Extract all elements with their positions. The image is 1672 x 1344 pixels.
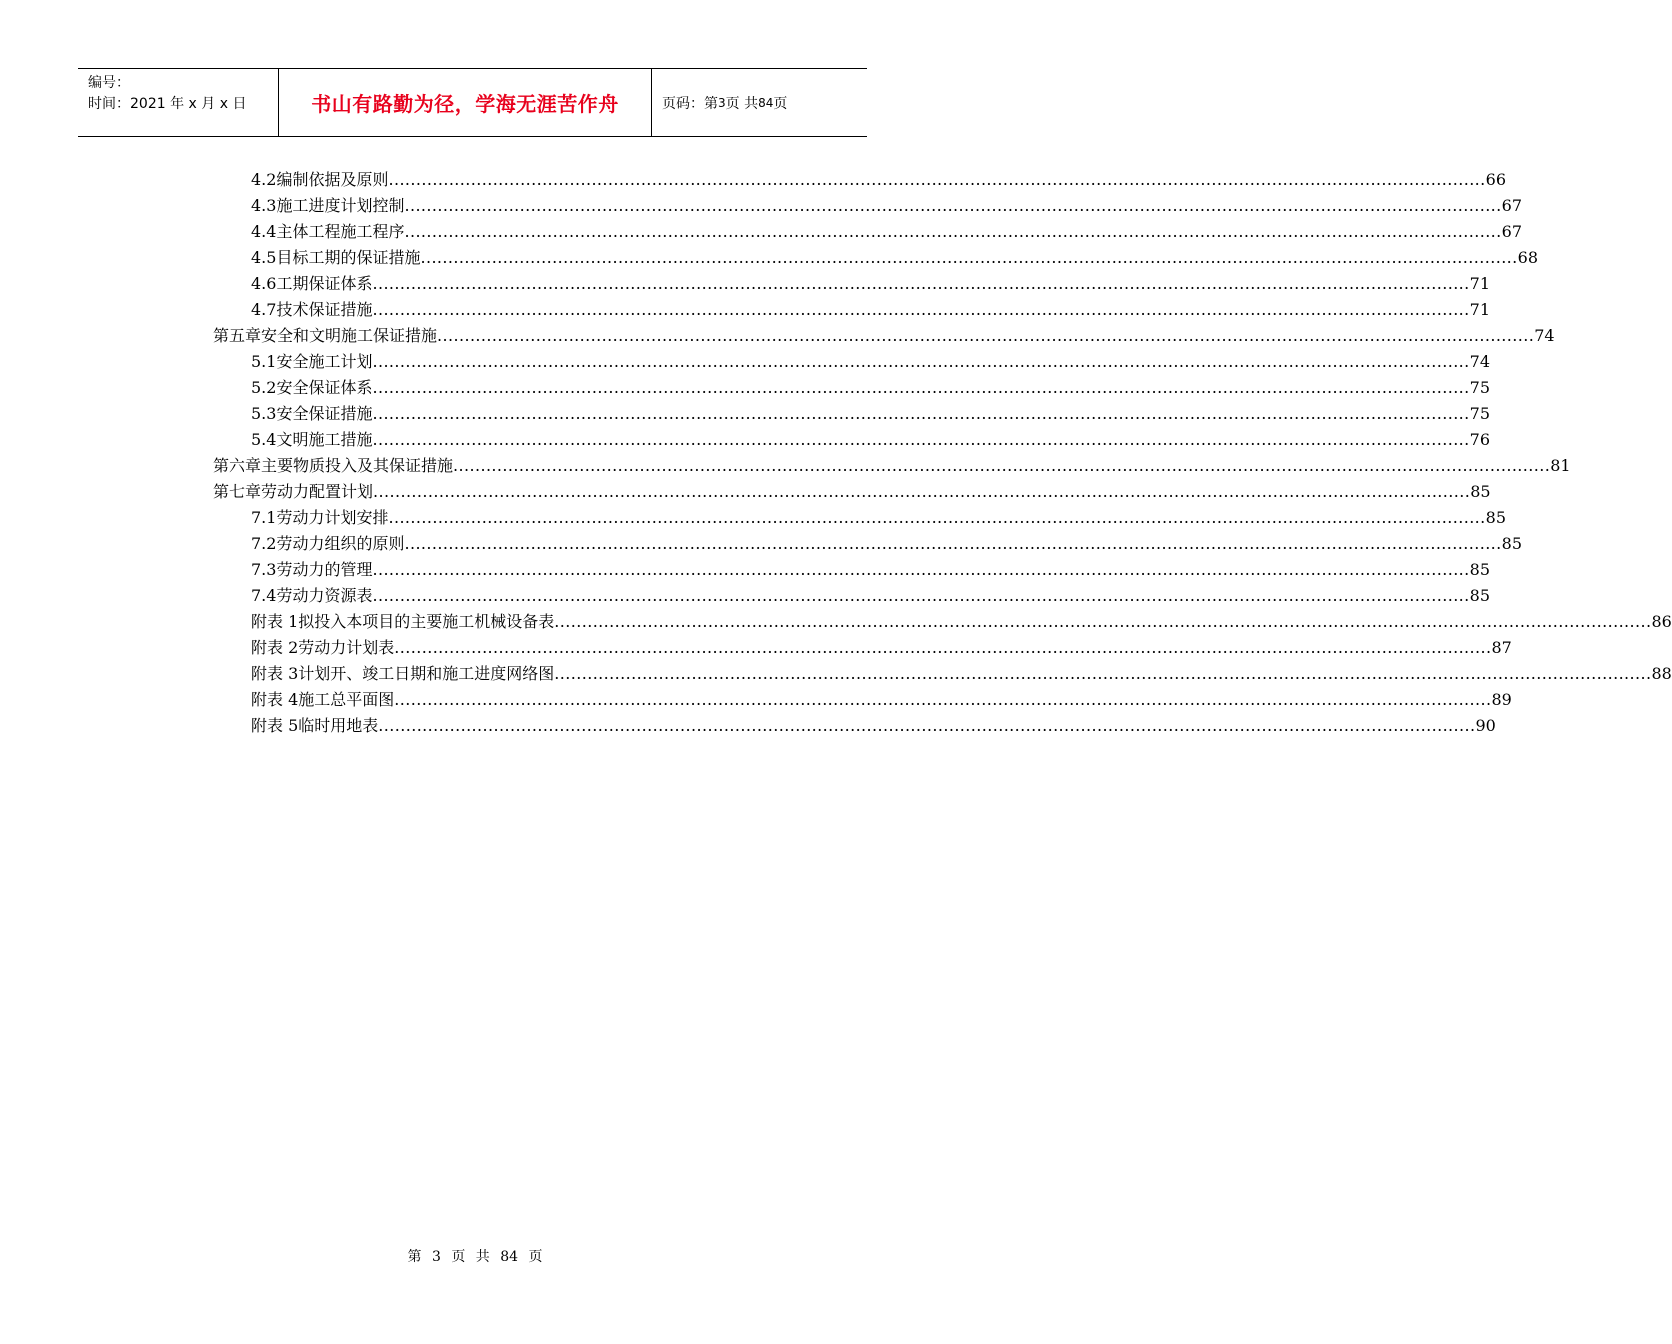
page-code-prefix: 页码：第	[662, 95, 718, 112]
footer-prefix: 第	[407, 1249, 422, 1265]
toc-entry-page: 81	[1550, 456, 1571, 475]
page-code-mid: 页 共	[725, 95, 759, 112]
toc-leader-dots: ........................................................................................................................................................................................................	[372, 300, 1470, 319]
toc-entry-number: 附表 1	[251, 612, 299, 631]
toc-entry-number: 7.1	[251, 508, 277, 527]
toc-entry-page: 66	[1485, 170, 1507, 189]
toc-entry-title: 主要物质投入及其保证措施	[261, 456, 454, 475]
footer-current: 3	[431, 1249, 441, 1265]
toc-entry[interactable]	[251, 528, 1523, 554]
toc-entry[interactable]	[251, 554, 1491, 580]
toc-leader-dots: ........................................................................................................................................................................................................	[404, 196, 1502, 215]
toc-entry-title: 技术保证措施	[276, 300, 373, 319]
toc-leader-dots: ........................................................................................................................................................................................................	[420, 248, 1518, 267]
toc-leader-dots: ........................................................................................................................................................................................................	[378, 716, 1476, 735]
toc-entry-page: 85	[1485, 508, 1507, 527]
toc-entry-number: 5.4	[251, 430, 277, 449]
toc-entry-title: 文明施工措施	[276, 430, 373, 449]
toc-entry-number: 4.7	[251, 300, 277, 319]
toc-entry-number: 7.2	[251, 534, 277, 553]
toc-entry-number: 附表 3	[251, 664, 299, 683]
toc-leader-dots: ........................................................................................................................................................................................................	[404, 534, 1502, 553]
toc-entry[interactable]	[251, 632, 1512, 658]
footer-mid2: 共	[475, 1249, 490, 1265]
toc-entry-title: 安全保证体系	[276, 378, 373, 397]
toc-entry-number: 附表 2	[251, 638, 299, 657]
toc-entry-page: 90	[1475, 716, 1496, 735]
toc-leader-dots: ........................................................................................................................................................................................................	[388, 170, 1486, 189]
toc-entry-page: 86	[1651, 612, 1672, 631]
toc-leader-dots: ........................................................................................................................................................................................................	[372, 430, 1470, 449]
toc-entry-title: 目标工期的保证措施	[276, 248, 421, 267]
toc-entry-number: 第七章	[213, 482, 262, 501]
toc-entry[interactable]	[251, 684, 1512, 710]
toc-entry-title: 劳动力配置计划	[261, 482, 374, 501]
footer-suffix: 页	[528, 1249, 543, 1265]
toc-entry[interactable]	[251, 190, 1523, 216]
page-code-suffix: 页	[773, 95, 788, 112]
toc-leader-dots: ........................................................................................................................................................................................................	[373, 482, 1471, 501]
footer-total: 84	[500, 1249, 519, 1265]
toc-entry-page: 67	[1501, 222, 1523, 241]
toc-entry-title: 施工总平面图	[298, 690, 395, 709]
toc-entry-number: 4.3	[251, 196, 277, 215]
toc-entry[interactable]	[251, 580, 1491, 606]
toc-entry-number: 5.2	[251, 378, 277, 397]
toc-entry[interactable]	[213, 450, 1571, 476]
toc-entry[interactable]	[251, 294, 1491, 320]
toc-entry-number: 7.3	[251, 560, 277, 579]
page-footer	[0, 1246, 950, 1266]
toc-entry-number: 附表 4	[251, 690, 299, 709]
toc-entry-title: 编制依据及原则	[276, 170, 389, 189]
header-meta	[78, 69, 279, 136]
toc-entry[interactable]	[251, 346, 1491, 372]
toc-entry-page: 89	[1491, 690, 1512, 709]
toc-entry[interactable]	[251, 502, 1507, 528]
toc-entry-title: 安全保证措施	[276, 404, 373, 423]
toc-leader-dots: ........................................................................................................................................................................................................	[453, 456, 1551, 475]
footer-mid1: 页	[451, 1249, 466, 1265]
toc-entry-title: 计划开、竣工日期和施工进度网络图	[298, 664, 555, 683]
toc-entry-page: 74	[1469, 352, 1491, 371]
toc-leader-dots: ........................................................................................................................................................................................................	[394, 690, 1492, 709]
toc-entry-number: 4.2	[251, 170, 277, 189]
page-code-total: 84	[758, 95, 774, 110]
toc-entry-title: 安全施工计划	[276, 352, 373, 371]
header-motto: 书山有路勤为径，学海无涯苦作舟	[279, 69, 652, 136]
toc-leader-dots: ........................................................................................................................................................................................................	[372, 586, 1470, 605]
toc-entry[interactable]	[251, 164, 1507, 190]
toc-entry[interactable]	[213, 476, 1491, 502]
toc-entry-page: 67	[1501, 196, 1523, 215]
toc-entry-page: 71	[1469, 300, 1491, 319]
toc-entry[interactable]	[251, 216, 1523, 242]
toc-entry-page: 74	[1534, 326, 1555, 345]
toc-entry-page: 71	[1469, 274, 1491, 293]
toc-entry-page: 75	[1469, 404, 1491, 423]
toc-entry[interactable]	[251, 268, 1491, 294]
toc-entry[interactable]	[251, 606, 1672, 632]
toc-entry-number: 第六章	[213, 456, 262, 475]
doc-number-label: 编号：	[88, 75, 130, 91]
page-header	[78, 68, 867, 137]
date-label: 时间：2021 年 x 月 x 日	[88, 96, 247, 112]
toc-entry-title: 临时用地表	[298, 716, 379, 735]
toc-entry[interactable]	[213, 320, 1555, 346]
toc-entry-number: 附表 5	[251, 716, 299, 735]
toc-leader-dots: ........................................................................................................................................................................................................	[394, 638, 1492, 657]
toc-leader-dots: ........................................................................................................................................................................................................	[372, 404, 1470, 423]
toc-leader-dots: ........................................................................................................................................................................................................	[554, 612, 1652, 631]
toc-entry-title: 劳动力计划安排	[276, 508, 389, 527]
toc-entry-title: 劳动力组织的原则	[276, 534, 405, 553]
toc-entry-number: 4.4	[251, 222, 277, 241]
toc-entry-title: 施工进度计划控制	[276, 196, 405, 215]
toc-entry[interactable]	[251, 372, 1491, 398]
toc-entry[interactable]	[251, 710, 1496, 736]
toc-leader-dots: ........................................................................................................................................................................................................	[554, 664, 1652, 683]
toc-entry-title: 主体工程施工程序	[276, 222, 405, 241]
toc-entry-page: 87	[1491, 638, 1512, 657]
toc-leader-dots: ........................................................................................................................................................................................................	[437, 326, 1535, 345]
toc-leader-dots: ........................................................................................................................................................................................................	[404, 222, 1502, 241]
toc-entry-page: 85	[1469, 560, 1491, 579]
page-code-current: 3	[718, 95, 726, 110]
toc-entry-number: 4.6	[251, 274, 277, 293]
toc-leader-dots: ........................................................................................................................................................................................................	[372, 560, 1470, 579]
toc-leader-dots: ........................................................................................................................................................................................................	[372, 274, 1470, 293]
toc-entry-title: 劳动力的管理	[276, 560, 373, 579]
toc-entry-title: 安全和文明施工保证措施	[261, 326, 438, 345]
toc-entry-page: 68	[1517, 248, 1539, 267]
toc-entry-page: 85	[1470, 482, 1491, 501]
toc-entry[interactable]	[251, 658, 1672, 684]
toc-entry-number: 第五章	[213, 326, 262, 345]
toc-entry-page: 75	[1469, 378, 1491, 397]
toc-entry-title: 劳动力资源表	[276, 586, 373, 605]
toc-leader-dots: ........................................................................................................................................................................................................	[372, 378, 1470, 397]
toc-entry[interactable]	[251, 424, 1491, 450]
header-page-code	[652, 69, 867, 136]
toc-entry-number: 5.1	[251, 352, 277, 371]
toc-entry-page: 85	[1501, 534, 1523, 553]
toc-entry-number: 7.4	[251, 586, 277, 605]
toc-entry[interactable]	[251, 398, 1491, 424]
toc-entry-page: 76	[1469, 430, 1491, 449]
toc-entry-page: 85	[1469, 586, 1491, 605]
toc-entry-title: 拟投入本项目的主要施工机械设备表	[298, 612, 555, 631]
toc-leader-dots: ........................................................................................................................................................................................................	[372, 352, 1470, 371]
toc-entry-page: 88	[1651, 664, 1672, 683]
toc-entry-number: 5.3	[251, 404, 277, 423]
toc-entry-number: 4.5	[251, 248, 277, 267]
toc-entry[interactable]	[251, 242, 1539, 268]
toc-entry-title: 工期保证体系	[276, 274, 373, 293]
toc-entry-title: 劳动力计划表	[298, 638, 395, 657]
toc-leader-dots: ........................................................................................................................................................................................................	[388, 508, 1486, 527]
